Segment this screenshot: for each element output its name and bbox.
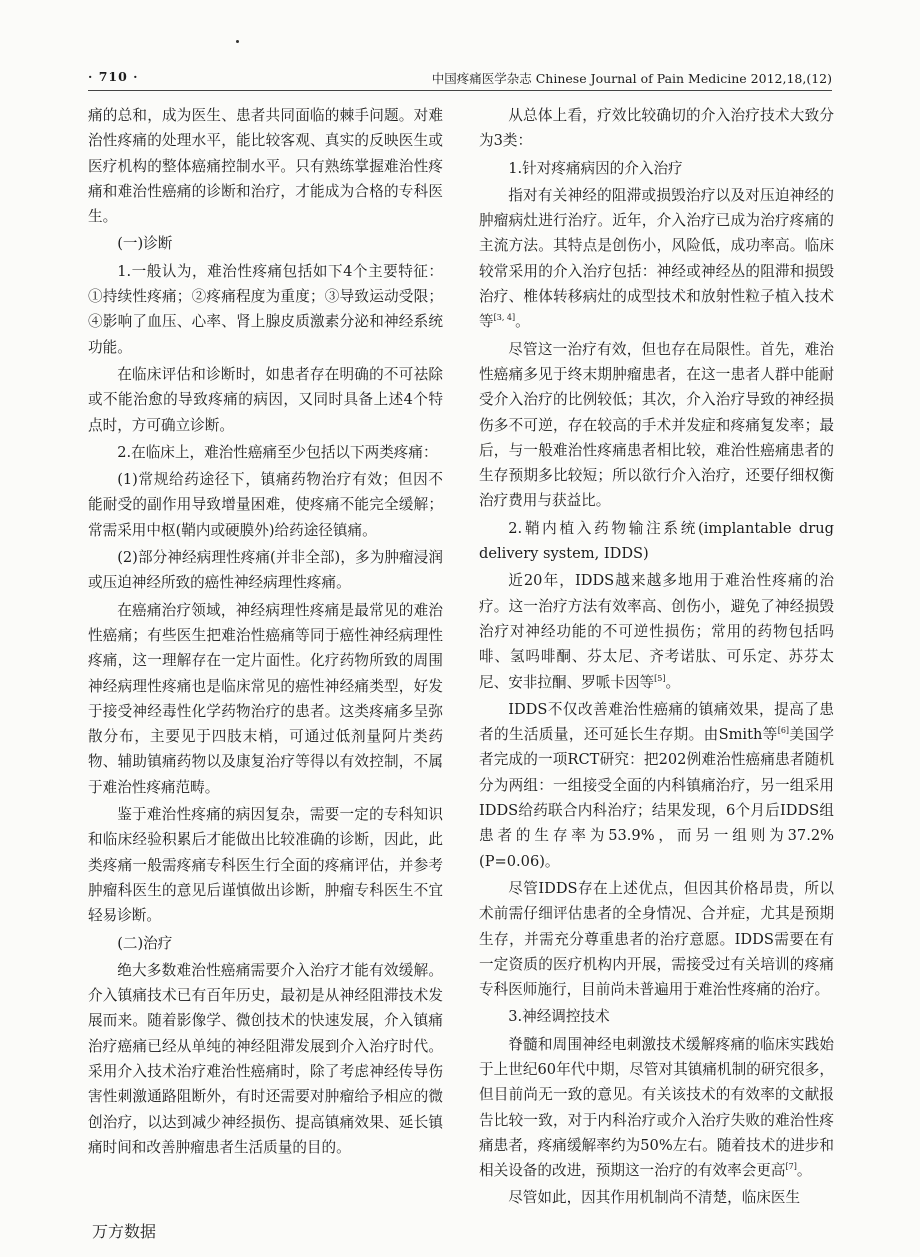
paragraph (88, 958, 443, 1160)
citation-ref: [5] (654, 673, 666, 683)
paragraph-text: 2.鞘内植入药物输注系统(implantable drug delivery system, IDDS) (479, 519, 834, 563)
paragraph (479, 516, 834, 567)
paragraph-text: (一)诊断 (117, 235, 173, 253)
paragraph (479, 103, 834, 154)
paragraph-text: 1.针对疼痛病因的介入治疗 (508, 159, 683, 177)
paragraph-text: (2)部分神经病理性疼痛(并非全部)，多为肿瘤浸润或压迫神经所致的癌性神经病理性疼痛。 (88, 549, 443, 592)
paragraph (88, 545, 443, 596)
paragraph-text: (1)常规给药途径下，镇痛药物治疗有效；但因不能耐受的副作用导致增量困难，使疼痛不能完全缓解；常需采用中枢(鞘内或硬膜外)给药途径镇痛。 (88, 471, 443, 539)
citation-ref: [7] (785, 1162, 797, 1172)
paragraph-text: 2.在临床上，难治性癌痛至少包括以下两类疼痛： (117, 443, 438, 461)
paragraph (88, 440, 443, 465)
paragraph-text: 尽管如此，因其作用机制尚不清楚，临床医生 (508, 1189, 801, 1207)
page-header (88, 66, 832, 88)
paragraph (479, 697, 834, 874)
header-rule (88, 90, 832, 91)
right-column (479, 103, 834, 1213)
paragraph-text: 在癌痛治疗领域，神经病理性疼痛是最常见的难治性癌痛；有些医生把难治性癌痛等同于癌性神经病理性疼痛，这一理解存在一定片面性。化疗药物所致的周围神经病理性疼痛也是临床常见的癌性神经痛类型，好发于接受神经毒性化学药物治疗的患者。这类疼痛多呈弥散分布，主要见于四肢末梢，可通过低剂量阿片类药物、辅助镇痛药物以及康复治疗等得以有效控制，不属于难治性疼痛范畴。 (88, 601, 443, 796)
section-heading (479, 1004, 834, 1029)
paragraph-text: 指对有关神经的阻滞或损毁治疗以及对压迫神经的肿瘤病灶进行治疗。近年，介入治疗已成为治疗疼痛的主流方法。其特点是创伤小，风险低，成功率高。临床较常采用的介入治疗包括：神经或神经丛的阻滞和损毁治疗、椎体转移病灶的成型技术和放射性粒子植入技术等 (479, 186, 834, 331)
scan-dot (236, 40, 239, 43)
paragraph-text: 从总体上看，疗效比较确切的介入治疗技术大致分为3类： (479, 107, 834, 150)
paragraph-text: 绝大多数难治性癌痛需要介入治疗才能有效缓解。介入镇痛技术已有百年历史，最初是从神经阻滞技术发展而来。随着影像学、微创技术的快速发展，介入镇痛治疗癌痛已经从单纯的神经阻滞发展到介入治疗时代。采用介入技术治疗难治性癌痛时，除了考虑神经传导伤害性刺激通路阻断外，有时还需要对肿瘤给予相应的微创治疗，以达到减少神经损伤、提高镇痛效果、延长镇痛时间和改善肿瘤患者生活质量的目的。 (88, 961, 443, 1156)
paragraph (479, 876, 834, 1002)
citation-ref: [3, 4] (493, 313, 516, 323)
paragraph (479, 337, 834, 514)
paragraph-text: 尽管这一治疗有效，但也存在局限性。首先，难治性癌痛多见于终末期肿瘤患者，在这一患者人群中能耐受介入治疗的比例较低；其次，介入治疗导致的神经损伤多不可逆，存在较高的手术并发症和疼痛复发率；最后，与一般难治性疼痛患者相比较，难治性癌痛患者的生存预期多比较短；所以欲行介入治疗，还要仔细权衡治疗费用与获益比。 (479, 340, 834, 510)
paragraph-tail: 。 (796, 1162, 812, 1180)
section-heading (479, 156, 834, 181)
paragraph-text: 3.神经调控技术 (508, 1008, 610, 1026)
paragraph (479, 568, 834, 694)
paragraph (479, 183, 834, 335)
paragraph-tail: 。 (665, 673, 681, 691)
paragraph-text: IDDS不仅改善难治性癌痛的镇痛效果，提高了患者的生活质量，还可延长生存期。由Smith等 (479, 700, 834, 744)
paragraph-text: 鉴于难治性疼痛的病因复杂，需要一定的专科知识和临床经验积累后才能做出比较准确的诊断，因此，此类疼痛一般需疼痛专科医生行全面的疼痛评估，并参考肿瘤科医生的意见后谨慎做出诊断，肿瘤专科医生不宜轻易诊断。 (88, 806, 443, 925)
paragraph (88, 362, 443, 438)
left-column (88, 103, 443, 1162)
paragraph (88, 103, 443, 229)
journal-title: 中国疼痛医学杂志 Chinese Journal of Pain Medicine 2012,18,(12) (431, 71, 832, 86)
paragraph (479, 1032, 834, 1184)
paragraph (88, 598, 443, 800)
paragraph-text: 近20年，IDDS越来越多地用于难治性疼痛的治疗。这一治疗方法有效率高、创伤小，避免了神经损毁治疗对神经功能的不可逆性损伤；常用的药物包括吗啡、氢吗啡酮、芬太尼、齐考诺肽、可乐定、苏芬太尼、安非拉酮、罗哌卡因等 (479, 572, 834, 691)
paragraph-tail: 。 (515, 313, 530, 331)
paragraph-text: (二)治疗 (117, 934, 173, 952)
paragraph-text: 尽管IDDS存在上述优点，但因其价格昂贵，所以术前需仔细评估患者的全身情况、合并症，尤其是预期生存，并需充分尊重患者的治疗意愿。IDDS需要在有一定资质的医疗机构内开展，需接受过有关培训的疼痛专科医师施行，目前尚未普遍用于难治性疼痛的治疗。 (479, 879, 834, 999)
paragraph (88, 802, 443, 928)
paragraph (479, 1185, 834, 1210)
paragraph (88, 259, 443, 360)
paragraph-text: 脊髓和周围神经电刺激技术缓解疼痛的临床实践始于上世纪60年代中期，尽管对其镇痛机制的研究很多，但目前尚无一致的意见。有关该技术的有效率的文献报告比较一致，对于内科治疗或介入治疗失败的难治性疼痛患者，疼痛缓解率约为50%左右。随着技术的进步和相关设备的改进，预期这一治疗的有效率会更高 (479, 1035, 834, 1180)
section-heading (88, 931, 443, 956)
paragraph-text: 痛的总和，成为医生、患者共同面临的棘手问题。对难治性疼痛的处理水平，能比较客观、真实的反映医生或医疗机构的整体癌痛控制水平。只有熟练掌握难治性疼痛和难治性癌痛的诊断和治疗，才能成为合格的专科医生。 (88, 107, 443, 226)
page-number: · 710 · (88, 69, 139, 84)
paragraph (88, 467, 443, 543)
paragraph-text: 在临床评估和诊断时，如患者存在明确的不可祛除或不能治愈的导致疼痛的病因，又同时具备上述4个特点时，方可确立诊断。 (88, 365, 443, 434)
citation-ref: [6] (777, 726, 790, 736)
paragraph-tail: 美国学者完成的一项RCT研究：把202例难治性癌痛患者随机分为两组：一组接受全面的内科镇痛治疗，另一组采用IDDS给药联合内科治疗；结果发现，6个月后IDDS组患者的生存率为53.9%，而另一组则为37.2%(P=0.06)。 (479, 726, 834, 870)
paragraph-text: 1.一般认为，难治性疼痛包括如下4个主要特征：①持续性疼痛；②疼痛程度为重度；③导致运动受限；④影响了血压、心率、肾上腺皮质激素分泌和神经系统功能。 (88, 262, 443, 356)
footer-brand: 万方数据 (92, 1222, 157, 1241)
section-heading (88, 231, 443, 256)
